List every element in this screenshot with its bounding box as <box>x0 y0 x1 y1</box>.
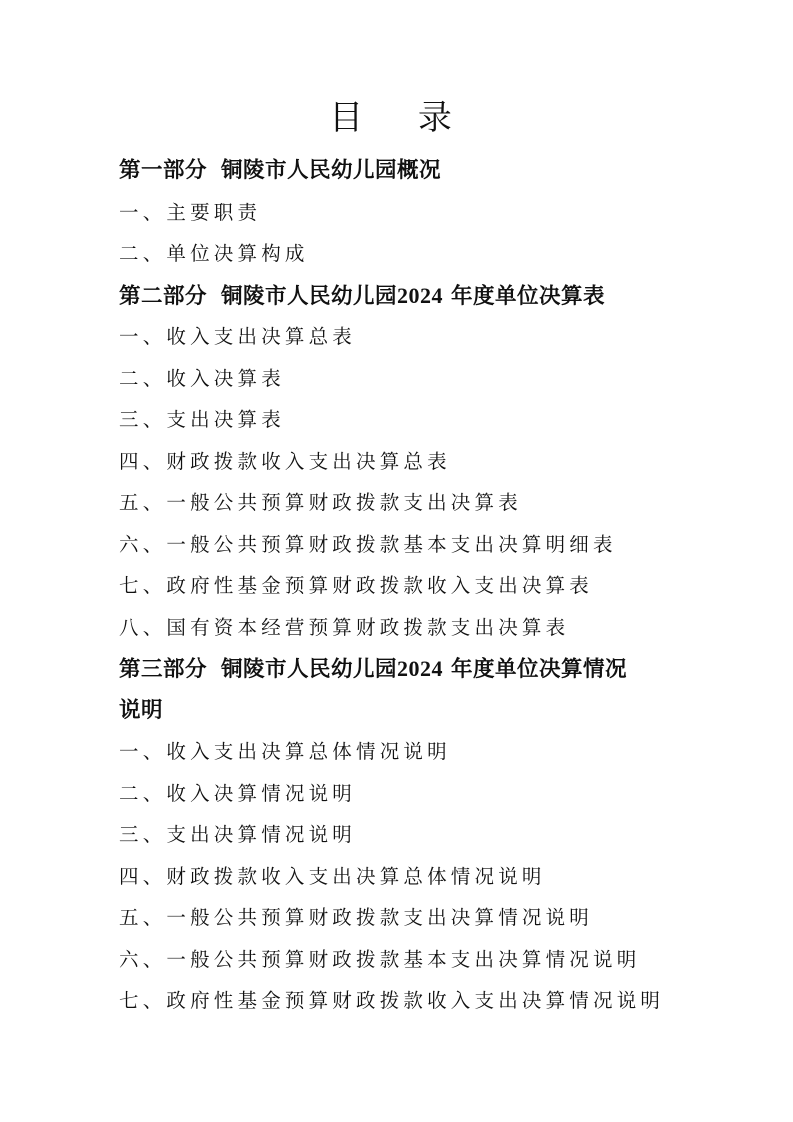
toc-part-heading[interactable] <box>119 275 719 317</box>
part-year: 2024 <box>397 656 444 681</box>
toc-item[interactable]: 二、收入决算表 <box>119 366 285 390</box>
toc-item[interactable]: 四、财政拨款收入支出决算总表 <box>119 449 451 473</box>
toc-item[interactable]: 三、支出决算情况说明 <box>119 823 357 846</box>
toc-item[interactable]: 六、一般公共预算财政拨款基本支出决算明细表 <box>119 532 617 556</box>
table-of-contents <box>119 150 719 1022</box>
part-subject: 铜陵市人民幼儿园概况 <box>221 158 442 183</box>
toc-part-heading[interactable] <box>119 648 719 690</box>
toc-item[interactable]: 五、一般公共预算财政拨款支出决算表 <box>119 491 522 514</box>
part-subject-suffix: 年度单位决算情况 <box>451 657 628 682</box>
toc-item[interactable]: 一、收入支出决算总体情况说明 <box>119 740 451 763</box>
page-title: 目 录 <box>329 98 474 138</box>
part-label: 第二部分 <box>119 283 208 309</box>
toc-item[interactable]: 二、单位决算构成 <box>119 242 309 265</box>
part-subject: 铜陵市人民幼儿园 <box>221 283 398 309</box>
part-year: 2024 <box>397 282 444 308</box>
part-subject: 铜陵市人民幼儿园 <box>221 657 398 682</box>
toc-item[interactable]: 三、支出决算表 <box>119 408 285 431</box>
part-subject-suffix: 年度单位决算表 <box>451 283 606 309</box>
toc-item[interactable]: 一、主要职责 <box>119 200 262 224</box>
toc-part-heading-continued[interactable]: 说明 <box>119 697 164 723</box>
toc-item[interactable]: 七、政府性基金预算财政拨款收入支出决算表 <box>119 574 594 597</box>
toc-item[interactable]: 五、一般公共预算财政拨款支出决算情况说明 <box>119 906 594 929</box>
toc-item[interactable]: 七、政府性基金预算财政拨款收入支出决算情况说明 <box>119 989 665 1012</box>
toc-item[interactable]: 六、一般公共预算财政拨款基本支出决算情况说明 <box>119 947 641 971</box>
toc-item[interactable]: 一、收入支出决算总表 <box>119 325 357 348</box>
part-label: 第三部分 <box>119 657 208 682</box>
toc-item[interactable]: 八、国有资本经营预算财政拨款支出决算表 <box>119 615 570 639</box>
part-label: 第一部分 <box>119 158 208 183</box>
toc-item[interactable]: 二、收入决算情况说明 <box>119 781 357 805</box>
toc-part-heading[interactable] <box>119 150 719 192</box>
toc-item[interactable]: 四、财政拨款收入支出决算总体情况说明 <box>119 864 546 888</box>
